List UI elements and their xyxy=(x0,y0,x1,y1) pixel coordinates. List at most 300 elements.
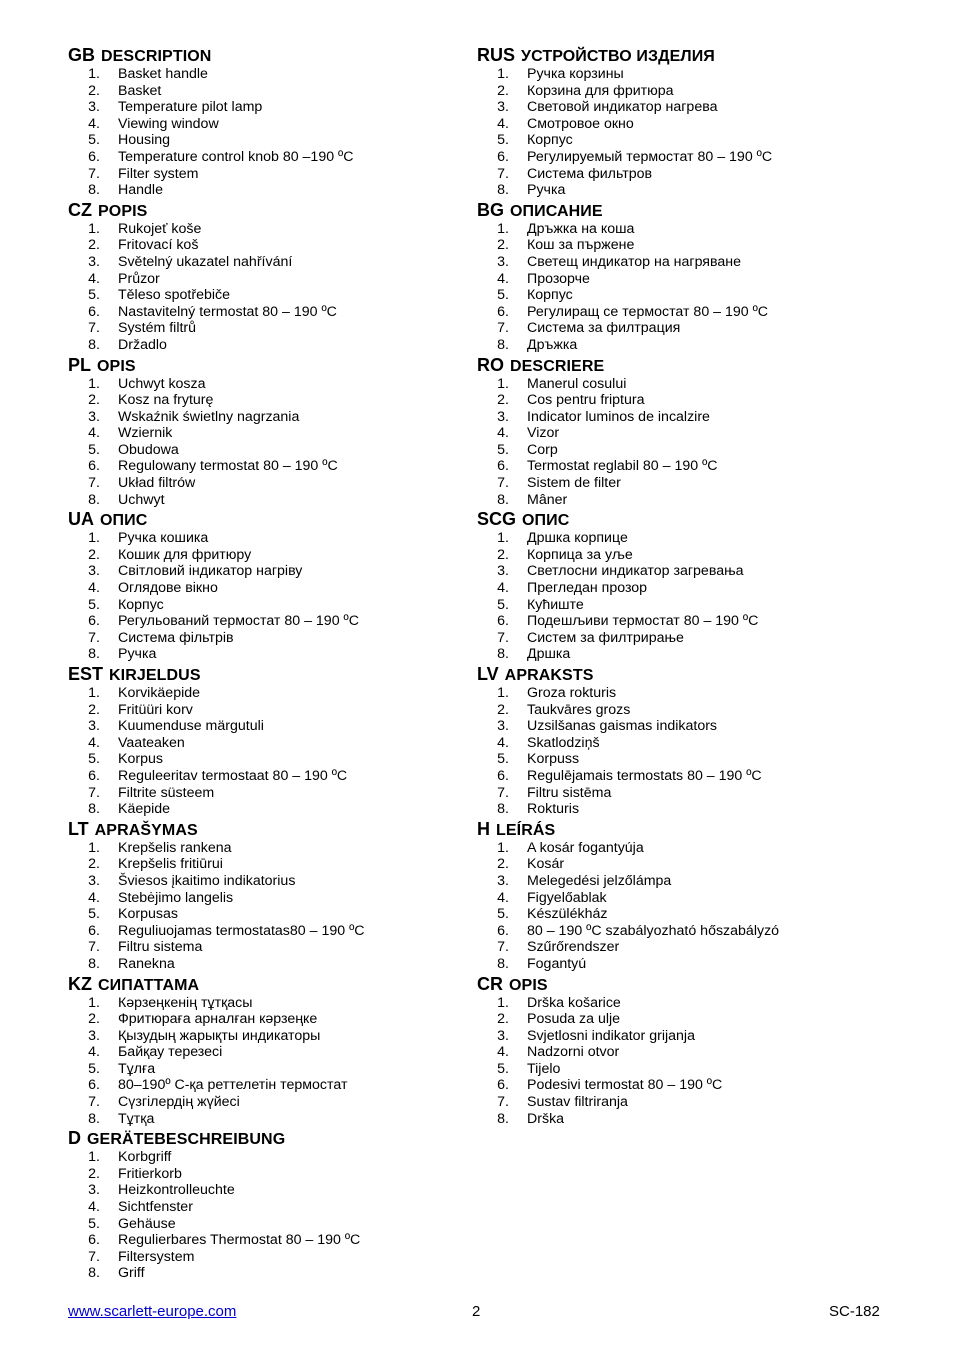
list-item xyxy=(68,1077,468,1094)
section-heading xyxy=(68,1127,468,1149)
item-text: 80–190º С-қа реттелетін термостат xyxy=(118,1077,348,1094)
item-number: 1. xyxy=(497,375,509,392)
item-number: 2. xyxy=(497,856,509,873)
list-item xyxy=(477,840,897,857)
item-number: 6. xyxy=(497,767,509,784)
item-number: 3. xyxy=(88,563,100,580)
section-heading xyxy=(68,44,468,66)
list-item xyxy=(68,83,468,100)
item-text: Držadlo xyxy=(118,336,167,353)
item-number: 8. xyxy=(497,801,509,818)
item-number: 3. xyxy=(497,99,509,116)
item-text: Kosár xyxy=(527,856,565,873)
language-code: EST xyxy=(68,664,104,684)
item-text: Корпус xyxy=(527,132,573,149)
section-heading xyxy=(68,199,468,221)
list-item xyxy=(68,751,468,768)
item-text: Сүзгілердің жүйесі xyxy=(118,1094,240,1111)
list-item xyxy=(68,337,468,354)
item-text: Viewing window xyxy=(118,115,219,132)
list-item xyxy=(477,1011,897,1028)
item-text: Ranekna xyxy=(118,955,175,972)
list-item xyxy=(477,320,897,337)
item-number: 6. xyxy=(88,303,100,320)
list-item xyxy=(68,630,468,647)
language-code: H xyxy=(477,818,490,839)
item-number: 6. xyxy=(88,148,100,165)
list-item xyxy=(477,530,897,547)
item-text: Groza rokturis xyxy=(527,685,617,701)
item-number: 8. xyxy=(88,336,100,353)
item-number: 1. xyxy=(88,220,100,237)
list-item xyxy=(68,1011,468,1028)
list-item xyxy=(68,271,468,288)
item-number: 8. xyxy=(497,1110,509,1127)
item-text: Mâner xyxy=(527,491,568,508)
item-text: Подешљиви термостат 80 – 190 ºC xyxy=(527,613,759,630)
section-title: POPIS xyxy=(98,202,148,220)
item-number: 7. xyxy=(497,165,509,182)
list-item xyxy=(68,237,468,254)
list-item xyxy=(477,702,897,719)
item-text: Wskaźnik świetlny nagrzania xyxy=(118,408,300,425)
list-item xyxy=(477,785,897,802)
list-item xyxy=(477,1028,897,1045)
list-item xyxy=(68,1028,468,1045)
item-text: Drška xyxy=(527,1110,565,1127)
item-number: 2. xyxy=(497,701,509,718)
list-item xyxy=(477,563,897,580)
item-number: 8. xyxy=(497,646,509,663)
right-column xyxy=(477,44,897,1127)
item-number: 7. xyxy=(88,939,100,956)
item-number: 1. xyxy=(88,375,100,392)
section-rus xyxy=(477,44,897,199)
item-text: Прегледан прозор xyxy=(527,580,648,597)
list-item xyxy=(68,547,468,564)
item-text: Drška košarice xyxy=(527,994,621,1011)
list-item xyxy=(477,956,897,973)
item-number: 3. xyxy=(497,408,509,425)
item-number: 8. xyxy=(88,1110,100,1127)
list-item xyxy=(477,182,897,199)
list-item xyxy=(68,956,468,973)
item-text: Корзина для фритюра xyxy=(527,82,674,99)
item-text: Filtrite süsteem xyxy=(118,784,215,801)
item-number: 3. xyxy=(88,1182,100,1199)
section-ro xyxy=(477,354,897,509)
item-text: Taukvāres grozs xyxy=(527,701,631,718)
item-text: Kosz na fryturę xyxy=(118,392,214,409)
item-text: Basket handle xyxy=(118,66,208,82)
section-title: СИПАТТАМА xyxy=(98,976,200,994)
item-text: Těleso spotřebiče xyxy=(118,287,230,304)
list-item xyxy=(477,149,897,166)
item-number: 1. xyxy=(88,994,100,1011)
item-text: Систем за филтрирање xyxy=(527,629,684,646)
item-number: 5. xyxy=(88,132,100,149)
list-item xyxy=(68,613,468,630)
item-number: 6. xyxy=(497,613,509,630)
item-text: Дршка xyxy=(527,646,571,663)
list-item xyxy=(477,995,897,1012)
item-number: 7. xyxy=(88,629,100,646)
item-number: 4. xyxy=(88,889,100,906)
item-text: Uchwyt kosza xyxy=(118,375,206,392)
list-item xyxy=(477,597,897,614)
list-item xyxy=(68,475,468,492)
item-number: 2. xyxy=(497,1011,509,1028)
item-text: Тұтқа xyxy=(118,1110,155,1127)
item-number: 4. xyxy=(497,580,509,597)
section-title: GERÄTEBESCHREIBUNG xyxy=(87,1131,286,1149)
list-item xyxy=(68,906,468,923)
parts-list xyxy=(477,66,897,199)
item-number: 1. xyxy=(497,994,509,1011)
list-item xyxy=(68,116,468,133)
item-text: Регулируемый термостат 80 – 190 ºC xyxy=(527,148,773,165)
list-item xyxy=(477,751,897,768)
section-heading xyxy=(477,973,897,995)
list-item xyxy=(68,718,468,735)
section-cr xyxy=(477,973,897,1128)
item-number: 4. xyxy=(88,1044,100,1061)
item-text: Filtru sistema xyxy=(118,939,203,956)
section-heading xyxy=(477,354,897,376)
section-title: ОПИС xyxy=(522,512,570,530)
list-item xyxy=(68,530,468,547)
list-item xyxy=(477,890,897,907)
list-item xyxy=(68,392,468,409)
language-code: LV xyxy=(477,664,499,684)
list-item xyxy=(477,442,897,459)
item-text: Cos pentru friptura xyxy=(527,392,645,409)
list-item xyxy=(68,735,468,752)
item-number: 8. xyxy=(88,182,100,199)
language-code: GB xyxy=(68,45,95,65)
list-item xyxy=(68,182,468,199)
item-number: 6. xyxy=(88,767,100,784)
language-code: CZ xyxy=(68,199,92,220)
section-bg xyxy=(477,199,897,354)
item-text: Termostat reglabil 80 – 190 ºC xyxy=(527,458,718,475)
item-number: 1. xyxy=(497,839,509,856)
section-heading xyxy=(477,508,897,530)
item-text: Fritovací koš xyxy=(118,237,199,254)
item-text: Ручка кошика xyxy=(118,530,209,547)
item-text: Дршка корпице xyxy=(527,530,628,547)
item-text: Reguleeritav termostaat 80 – 190 ºC xyxy=(118,767,348,784)
item-number: 2. xyxy=(88,82,100,99)
item-number: 1. xyxy=(497,220,509,237)
item-text: Korpus xyxy=(118,751,163,768)
parts-list xyxy=(68,1149,468,1282)
language-code: CR xyxy=(477,973,503,994)
item-number: 4. xyxy=(88,270,100,287)
parts-list xyxy=(68,530,468,663)
language-code: D xyxy=(68,1128,81,1149)
item-number: 4. xyxy=(88,1199,100,1216)
language-code: UA xyxy=(68,509,94,530)
left-column xyxy=(68,44,468,1282)
item-number: 3. xyxy=(88,408,100,425)
item-number: 6. xyxy=(88,1077,100,1094)
list-item xyxy=(477,221,897,238)
item-number: 5. xyxy=(88,751,100,768)
item-text: Indicator luminos de incalzire xyxy=(527,408,710,425)
language-code: SCG xyxy=(477,509,517,530)
website-link[interactable]: www.scarlett-europe.com xyxy=(68,1303,237,1320)
parts-list xyxy=(477,376,897,509)
parts-list xyxy=(68,221,468,354)
list-item xyxy=(477,873,897,890)
item-text: Қызудың жарықты индикаторы xyxy=(118,1027,321,1044)
list-item xyxy=(68,856,468,873)
item-text: Кәрзеңкенің тұтқасы xyxy=(118,994,253,1011)
parts-list xyxy=(477,221,897,354)
item-text: Posuda za ulje xyxy=(527,1011,621,1028)
parts-list xyxy=(68,840,468,973)
parts-list xyxy=(477,685,897,818)
item-text: Регульований термостат 80 – 190 ºC xyxy=(118,613,359,630)
item-text: Байқау терезесі xyxy=(118,1044,223,1061)
item-text: Светлосни индикатор загревања xyxy=(527,563,744,580)
item-text: Kuumenduse märgutuli xyxy=(118,718,264,735)
parts-list xyxy=(68,995,468,1128)
item-number: 7. xyxy=(497,939,509,956)
item-text: Sustav filtriranja xyxy=(527,1094,628,1111)
list-item xyxy=(68,1044,468,1061)
list-item xyxy=(68,99,468,116)
list-item xyxy=(68,254,468,271)
section-kz xyxy=(68,973,468,1128)
list-item xyxy=(68,597,468,614)
item-number: 6. xyxy=(497,303,509,320)
list-item xyxy=(477,1094,897,1111)
list-item xyxy=(477,425,897,442)
item-number: 6. xyxy=(497,148,509,165)
item-text: Кошик для фритюру xyxy=(118,546,252,563)
language-code: LT xyxy=(68,818,89,839)
item-number: 5. xyxy=(497,906,509,923)
section-est xyxy=(68,663,468,818)
list-item xyxy=(68,995,468,1012)
list-item xyxy=(68,563,468,580)
item-text: Корпус xyxy=(118,596,164,613)
item-number: 8. xyxy=(497,955,509,972)
item-number: 6. xyxy=(497,458,509,475)
item-text: Průzor xyxy=(118,270,160,287)
item-text: Regulierbares Thermostat 80 – 190 ºC xyxy=(118,1232,361,1249)
item-number: 2. xyxy=(88,1011,100,1028)
list-item xyxy=(477,580,897,597)
section-ua xyxy=(68,508,468,663)
list-item xyxy=(477,856,897,873)
list-item xyxy=(68,702,468,719)
list-item xyxy=(68,458,468,475)
item-number: 1. xyxy=(497,685,509,701)
list-item xyxy=(477,392,897,409)
section-title: APRAKSTS xyxy=(504,667,594,684)
list-item xyxy=(477,116,897,133)
list-item xyxy=(477,458,897,475)
item-text: Filtersystem xyxy=(118,1248,195,1265)
item-text: Тұлға xyxy=(118,1060,156,1077)
item-number: 4. xyxy=(497,425,509,442)
list-item xyxy=(68,1232,468,1249)
list-item xyxy=(477,99,897,116)
item-text: Fogantyú xyxy=(527,955,587,972)
item-text: Світловий індикатор нагріву xyxy=(118,563,303,580)
list-item xyxy=(68,685,468,702)
item-number: 5. xyxy=(497,441,509,458)
item-text: Смотровое окно xyxy=(527,115,634,132)
list-item xyxy=(477,613,897,630)
list-item xyxy=(477,906,897,923)
list-item xyxy=(68,1249,468,1266)
item-text: Světelný ukazatel nahřívání xyxy=(118,253,293,270)
section-title: УСТРОЙСТВО ИЗДЕЛИЯ xyxy=(521,48,715,65)
item-number: 7. xyxy=(497,320,509,337)
item-number: 7. xyxy=(88,1094,100,1111)
item-text: Svjetlosni indikator grijanja xyxy=(527,1027,695,1044)
item-number: 7. xyxy=(497,1094,509,1111)
item-number: 1. xyxy=(88,530,100,547)
item-number: 6. xyxy=(497,1077,509,1094)
list-item xyxy=(477,83,897,100)
list-item xyxy=(477,630,897,647)
item-text: Skatlodziņš xyxy=(527,734,600,751)
section-heading xyxy=(477,199,897,221)
list-item xyxy=(68,132,468,149)
section-lv xyxy=(477,663,897,818)
item-text: Készülékház xyxy=(527,906,608,923)
section-heading xyxy=(68,508,468,530)
list-item xyxy=(68,492,468,509)
language-code: KZ xyxy=(68,973,92,994)
section-cz xyxy=(68,199,468,354)
list-item xyxy=(477,337,897,354)
item-number: 4. xyxy=(88,425,100,442)
list-item xyxy=(68,939,468,956)
list-item xyxy=(477,376,897,393)
parts-list xyxy=(68,66,468,199)
item-text: Корпица за уље xyxy=(527,546,633,563)
item-number: 6. xyxy=(88,922,100,939)
language-code: PL xyxy=(68,354,92,375)
list-item xyxy=(68,1216,468,1233)
list-item xyxy=(68,409,468,426)
item-text: Korvikäepide xyxy=(118,685,201,701)
item-number: 5. xyxy=(88,1060,100,1077)
list-item xyxy=(68,287,468,304)
list-item xyxy=(68,66,468,83)
list-item xyxy=(477,547,897,564)
item-number: 4. xyxy=(497,270,509,287)
list-item xyxy=(68,304,468,321)
item-number: 8. xyxy=(88,646,100,663)
item-number: 2. xyxy=(88,392,100,409)
item-text: Световой индикатор нагрева xyxy=(527,99,718,116)
list-item xyxy=(68,580,468,597)
item-number: 5. xyxy=(497,751,509,768)
list-item xyxy=(477,287,897,304)
item-number: 8. xyxy=(497,336,509,353)
item-number: 7. xyxy=(497,475,509,492)
item-number: 2. xyxy=(497,82,509,99)
item-text: Temperature control knob 80 –190 ºC xyxy=(118,148,354,165)
item-text: Vaateaken xyxy=(118,734,185,751)
item-text: Fritüüri korv xyxy=(118,701,193,718)
section-heading xyxy=(477,663,897,685)
item-number: 6. xyxy=(497,922,509,939)
item-number: 1. xyxy=(497,530,509,547)
item-text: Stebėjimo langelis xyxy=(118,889,234,906)
item-text: Фритюрағa арналған кәрзеңке xyxy=(118,1011,318,1028)
item-text: Systém filtrů xyxy=(118,320,197,337)
item-text: Korpuss xyxy=(527,751,580,768)
item-number: 6. xyxy=(88,458,100,475)
item-text: Система за филтрация xyxy=(527,320,681,337)
item-number: 1. xyxy=(88,685,100,701)
item-number: 4. xyxy=(88,580,100,597)
section-heading xyxy=(68,354,468,376)
item-text: Светещ индикатор на нагряване xyxy=(527,253,741,270)
item-number: 2. xyxy=(88,1165,100,1182)
item-text: Sistem de filter xyxy=(527,475,621,492)
item-text: Ручка xyxy=(118,646,157,663)
section-title: LEÍRÁS xyxy=(496,821,556,839)
item-number: 3. xyxy=(88,1027,100,1044)
list-item xyxy=(68,320,468,337)
list-item xyxy=(68,646,468,663)
item-number: 2. xyxy=(88,237,100,254)
section-heading xyxy=(68,973,468,995)
section-h xyxy=(477,818,897,973)
language-code: RO xyxy=(477,354,504,375)
item-number: 6. xyxy=(88,613,100,630)
item-number: 3. xyxy=(497,718,509,735)
item-text: Uzsilšanas gaismas indikators xyxy=(527,718,718,735)
section-title: DESCRIPTION xyxy=(101,48,212,65)
list-item xyxy=(68,785,468,802)
item-text: Housing xyxy=(118,132,171,149)
item-text: Melegedési jelzőlámpa xyxy=(527,872,672,889)
item-text: Дръжка на коша xyxy=(527,220,635,237)
list-item xyxy=(477,254,897,271)
section-title: ОПИСАНИЕ xyxy=(510,202,603,220)
list-item xyxy=(477,923,897,940)
item-number: 3. xyxy=(497,253,509,270)
item-number: 5. xyxy=(88,287,100,304)
section-title: ОПИС xyxy=(100,512,148,530)
item-number: 4. xyxy=(497,734,509,751)
item-number: 7. xyxy=(88,1248,100,1265)
item-text: Manerul cosului xyxy=(527,375,627,392)
item-text: Heizkontrolleuchte xyxy=(118,1182,235,1199)
section-title: DESCRIERE xyxy=(510,357,605,375)
item-text: Basket xyxy=(118,82,162,99)
list-item xyxy=(68,890,468,907)
list-item xyxy=(477,939,897,956)
item-number: 1. xyxy=(88,1149,100,1166)
item-text: Регулиращ се термостат 80 – 190 ºC xyxy=(527,303,769,320)
section-title: OPIS xyxy=(509,976,548,994)
list-item xyxy=(68,1149,468,1166)
item-number: 3. xyxy=(497,1027,509,1044)
item-number: 4. xyxy=(497,115,509,132)
item-text: Temperature pilot lamp xyxy=(118,99,263,116)
